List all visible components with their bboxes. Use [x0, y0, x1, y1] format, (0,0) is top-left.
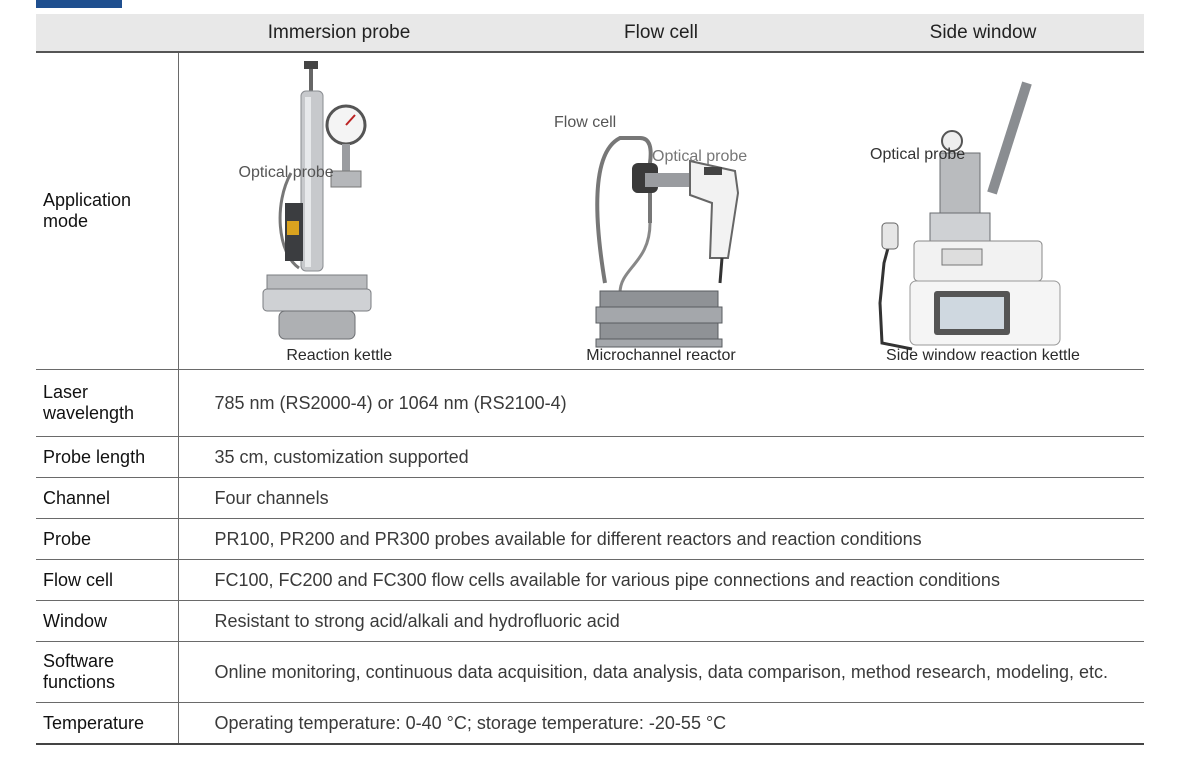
optical-probe-callout-side: Optical probe — [870, 146, 966, 163]
row-value-temperature: Operating temperature: 0-40 °C; storage temperature: -20-55 °C — [178, 703, 1144, 745]
microchannel-reactor-image — [500, 53, 822, 369]
row-label-temperature: Temperature — [36, 703, 178, 745]
flow-cell-cell — [500, 52, 822, 370]
row-label-application-mode: Application mode — [36, 52, 178, 370]
header-corner — [36, 14, 178, 52]
probe-row — [36, 519, 1144, 560]
laser-wavelength-row — [36, 370, 1144, 437]
side-window-cell — [822, 52, 1144, 370]
header-side-window: Side window — [822, 14, 1144, 52]
row-label-flow-cell: Flow cell — [36, 560, 178, 601]
row-label-probe-length: Probe length — [36, 437, 178, 478]
header-row — [36, 14, 1144, 52]
immersion-probe-cell — [178, 52, 500, 370]
optical-probe-callout-flow: Optical probe — [652, 148, 748, 165]
caption-side-window-reaction-kettle: Side window reaction kettle — [886, 347, 1080, 364]
row-value-probe: PR100, PR200 and PR300 probes available for different reactors and reaction conditions — [178, 519, 1144, 560]
row-value-channel: Four channels — [178, 478, 1144, 519]
application-mode-row — [36, 52, 1144, 370]
row-label-probe: Probe — [36, 519, 178, 560]
reaction-kettle-image — [179, 53, 501, 369]
row-label-software-functions: Software functions — [36, 642, 178, 703]
row-label-window: Window — [36, 601, 178, 642]
header-flow-cell: Flow cell — [500, 14, 822, 52]
channel-row — [36, 478, 1144, 519]
caption-reaction-kettle: Reaction kettle — [286, 347, 393, 364]
title-fragment — [36, 0, 122, 8]
row-value-probe-length: 35 cm, customization supported — [178, 437, 1144, 478]
row-label-laser-wavelength: Laser wavelength — [36, 370, 178, 437]
temperature-row — [36, 703, 1144, 745]
row-value-laser-wavelength: 785 nm (RS2000-4) or 1064 nm (RS2100-4) — [178, 370, 1144, 437]
row-value-software-functions: Online monitoring, continuous data acquisition, data analysis, data comparison, method research, modeling, etc. — [178, 642, 1144, 703]
header-immersion-probe: Immersion probe — [178, 14, 500, 52]
flow-cell-callout: Flow cell — [554, 114, 617, 131]
software-functions-row — [36, 642, 1144, 703]
caption-microchannel-reactor: Microchannel reactor — [586, 347, 736, 364]
specification-table — [36, 14, 1144, 745]
side-window-reaction-kettle-image — [822, 53, 1144, 369]
row-label-channel: Channel — [36, 478, 178, 519]
row-value-flow-cell: FC100, FC200 and FC300 flow cells available for various pipe connections and reaction conditions — [178, 560, 1144, 601]
window-row — [36, 601, 1144, 642]
row-value-window: Resistant to strong acid/alkali and hydrofluoric acid — [178, 601, 1144, 642]
probe-length-row — [36, 437, 1144, 478]
flow-cell-row — [36, 560, 1144, 601]
optical-probe-callout-immersion: Optical probe — [238, 164, 334, 181]
